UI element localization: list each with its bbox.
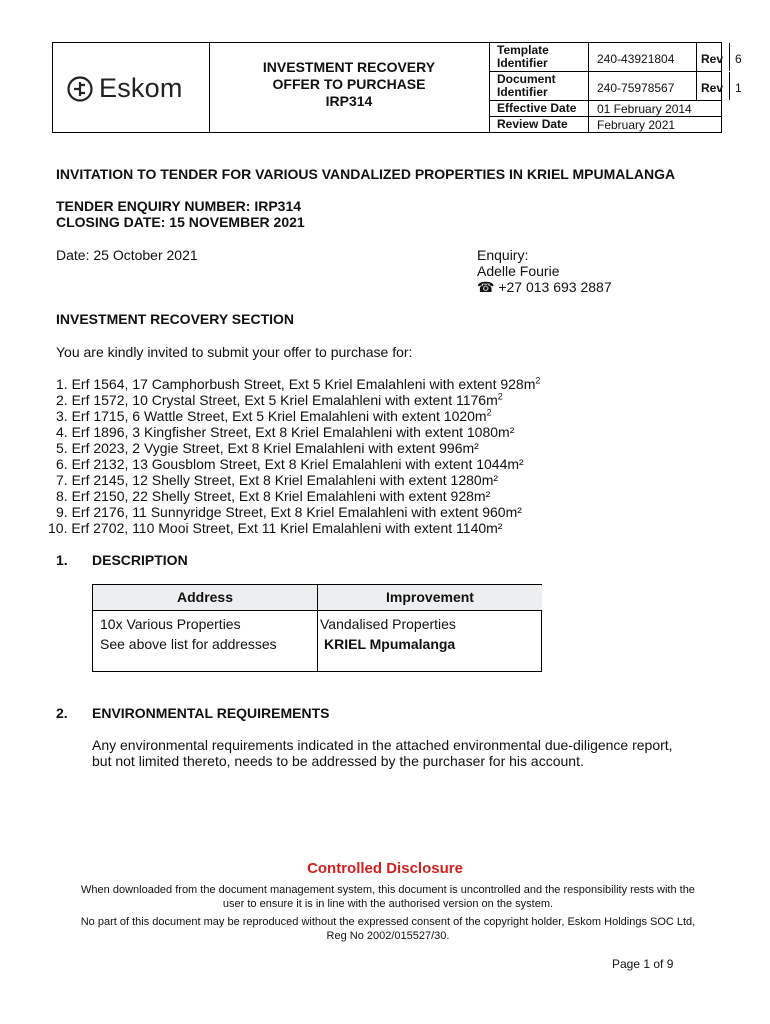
address-cell: 10x Various Properties See above list for addresses (100, 616, 277, 652)
property-list (48, 375, 541, 536)
document-date: Date: 25 October 2021 (56, 247, 198, 263)
closing-date: CLOSING DATE: 15 NOVEMBER 2021 (56, 214, 305, 230)
list-item: 1. Erf 1564, 17 Camphorbush Street, Ext 5 Kriel Emalahleni with extent $928m^2$ (56, 375, 541, 392)
template-rev-value: 6 (735, 52, 742, 66)
document-header-table (52, 42, 742, 133)
improvement-cell: Vandalised Properties KRIEL Mpumalanga (320, 616, 456, 652)
improvement-column-header: Improvement (317, 585, 542, 611)
address-column-header: Address (93, 585, 317, 611)
effective-date-label: Effective Date (489, 101, 589, 116)
eskom-logo (67, 73, 183, 104)
title-line-1: INVESTMENT RECOVERY (262, 59, 436, 75)
page-number: Page 1 of 9 (612, 957, 674, 971)
invitation-heading: INVITATION TO TENDER FOR VARIOUS VANDALIZED PROPERTIES IN KRIEL MPUMALANGA (56, 166, 676, 182)
template-identifier-value: 240-43921804 (597, 52, 675, 66)
review-date-label: Review Date (489, 117, 589, 132)
document-identifier-row (489, 72, 742, 101)
effective-date-value: 01 February 2014 (597, 102, 692, 116)
enquiry-phone (477, 279, 612, 296)
enquiry-label: Enquiry: (477, 247, 529, 263)
effective-date-row (489, 101, 722, 117)
copyright-notice: No part of this document may be reproduced without the expressed consent of the copyright holder, Eskom Holdings SOC Ltd, Reg No 2002/015527/30. (80, 916, 696, 942)
list-item: 7. Erf 2145, 12 Shelly Street, Ext 8 Kriel Emalahleni with extent 1280m² (56, 472, 499, 488)
controlled-disclosure-title: Controlled Disclosure (307, 860, 463, 877)
document-title (209, 43, 490, 132)
logo-text: Eskom (99, 73, 183, 103)
environmental-heading: ENVIRONMENTAL REQUIREMENTS (92, 705, 330, 721)
list-item: 4. Erf 1896, 3 Kingfisher Street, Ext 8 Kriel Emalahleni with extent 1080m² (56, 424, 515, 440)
title-line-3: IRP314 (325, 93, 373, 109)
description-number: 1. (56, 552, 68, 568)
template-identifier-row (489, 43, 742, 72)
list-item: 3. Erf 1715, 6 Wattle Street, Ext 5 Kriel Emalahleni with extent $1020m^2$ (56, 407, 492, 424)
tender-enquiry-number: TENDER ENQUIRY NUMBER: IRP314 (56, 198, 302, 214)
uncontrolled-notice: When downloaded from the document management system, this document is uncontrolled and the responsibility rests with the user to ensure it is in line with the authorised version on the system. (81, 884, 695, 910)
document-identifier-label: Document Identifier (489, 72, 589, 100)
list-item: 9. Erf 2176, 11 Sunnyridge Street, Ext 8 Kriel Emalahleni with extent 960m² (56, 504, 522, 520)
document-identifier-value: 240-75978567 (597, 81, 675, 95)
environmental-number: 2. (56, 705, 68, 721)
intro-text: You are kindly invited to submit your offer to purchase for: (56, 344, 413, 360)
environmental-text-line-2: but not limited thereto, needs to be addressed by the purchaser for his account. (92, 753, 584, 769)
section-heading: INVESTMENT RECOVERY SECTION (56, 311, 295, 327)
list-item: 2. Erf 1572, 10 Crystal Street, Ext 5 Kriel Emalahleni with extent $1176m^2$ (56, 391, 503, 408)
review-date-row (489, 117, 722, 132)
list-item: 6. Erf 2132, 13 Gousblom Street, Ext 8 Kriel Emalahleni with extent 1044m² (56, 456, 524, 472)
logo-cell (53, 43, 210, 132)
phone-icon: ☎ (477, 279, 495, 295)
phone-number: +27 013 693 2887 (498, 279, 612, 295)
review-date-value: February 2021 (597, 118, 676, 132)
list-item: 10. Erf 2702, 110 Mooi Street, Ext 11 Kriel Emalahleni with extent 1140m² (48, 520, 503, 536)
document-rev-value: 1 (735, 81, 742, 95)
template-rev-label: Rev (701, 52, 724, 66)
environmental-text-line-1: Any environmental requirements indicated in the attached environmental due-diligence report, (92, 737, 673, 753)
enquiry-contact-name: Adelle Fourie (477, 263, 560, 279)
description-heading: DESCRIPTION (92, 552, 188, 568)
description-table (92, 584, 542, 672)
eskom-emblem-icon (67, 76, 93, 102)
list-item: 8. Erf 2150, 22 Shelly Street, Ext 8 Kriel Emalahleni with extent 928m² (56, 488, 491, 504)
title-line-2: OFFER TO PURCHASE (272, 76, 426, 92)
list-item: 5. Erf 2023, 2 Vygie Street, Ext 8 Kriel Emalahleni with extent 996m² (56, 440, 479, 456)
document-rev-label: Rev (701, 81, 724, 95)
template-identifier-label: Template Identifier (489, 43, 589, 71)
